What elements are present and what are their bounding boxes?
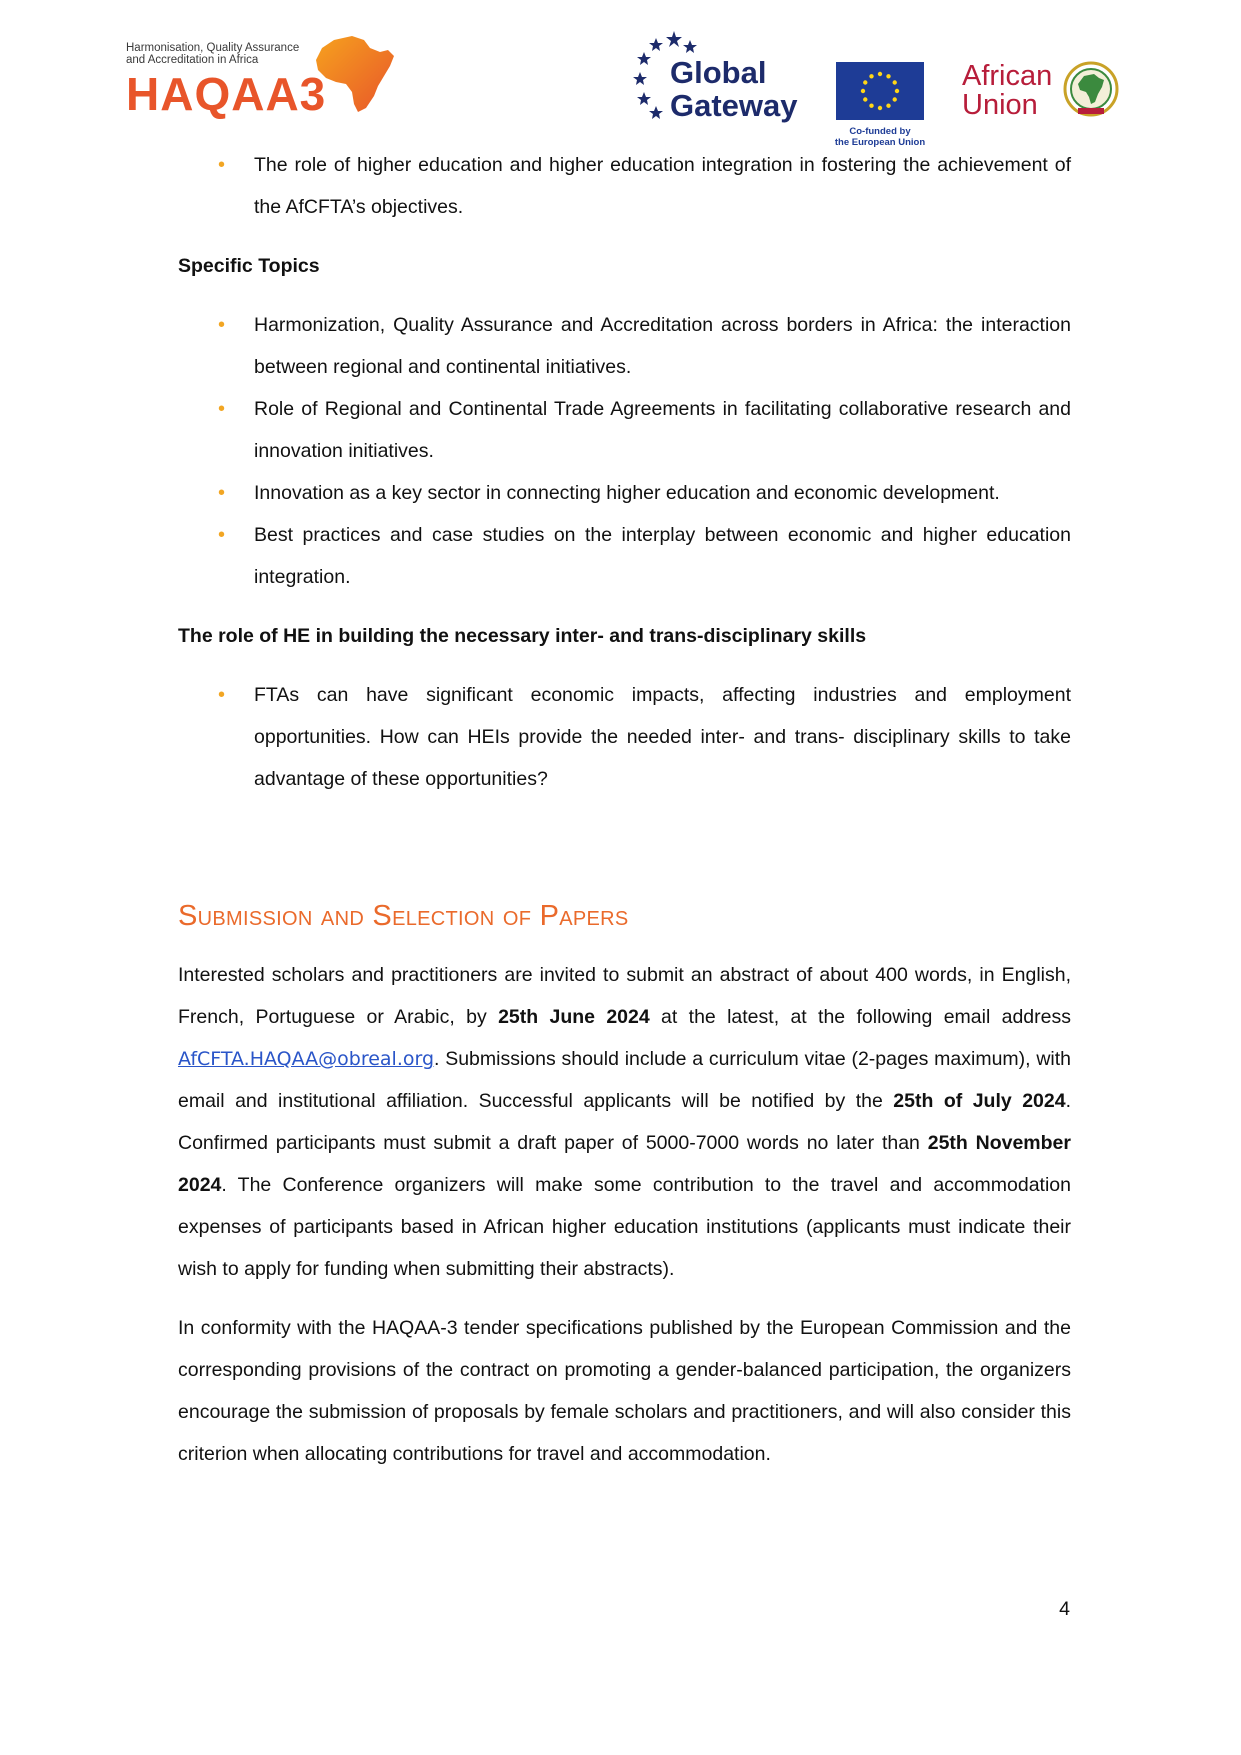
eu-star-icon (893, 80, 897, 84)
eu-star-icon (895, 89, 899, 93)
haqaa-subtitle: Harmonisation, Quality Assurance and Accreditation in Africa (126, 42, 300, 66)
section-title-submission: Submission and Selection of Papers (178, 900, 629, 932)
bullet-icon: • (218, 398, 226, 420)
page-number: 4 (1059, 1598, 1070, 1620)
eu-star-icon (886, 104, 890, 108)
eu-star-icon (869, 74, 873, 78)
african-union-logo (962, 60, 1122, 124)
bullet-icon: • (218, 524, 226, 546)
eu-star-icon (886, 74, 890, 78)
au-emblem-icon (1062, 60, 1120, 118)
eu-cofunded-text: Co-funded by the European Union (834, 126, 926, 148)
section-heading-specific-topics: Specific Topics (178, 255, 320, 277)
eu-star-icon (893, 97, 897, 101)
eu-star-icon (863, 97, 867, 101)
abstract-deadline: 25th June 2024 (498, 1006, 650, 1028)
eu-star-icon (878, 106, 882, 110)
notification-date: 25th of July 2024 (893, 1090, 1066, 1112)
global-gateway-text: Global Gateway (670, 55, 798, 123)
global-gateway-logo (632, 28, 812, 128)
submission-email-link[interactable]: AfCFTA.HAQAA@obreal.org (178, 1048, 435, 1070)
bullet-icon: • (218, 684, 226, 706)
submission-paragraph-2: In conformity with the HAQAA-3 tender specifications published by the European Commission and the corresponding provisions of the contract on promoting a gender-balanced participation, the organizers encourage the submission of proposals by female scholars and practitioners, and will also consider this criterion when allocating contributions for travel and accommodation. (178, 1317, 1071, 1465)
eu-star-icon (878, 72, 882, 76)
eu-star-icon (863, 80, 867, 84)
haqaa-logo (126, 34, 396, 120)
eu-cofunded-logo (836, 62, 926, 150)
haqaa-wordmark: HAQAA3 (126, 68, 327, 120)
document-body (178, 144, 1071, 1475)
eu-star-icon (869, 104, 873, 108)
bullet-icon: • (218, 482, 226, 504)
eu-star-icon (861, 89, 865, 93)
africa-map-icon (304, 34, 404, 116)
paper-deadline: 25th November 2024 (178, 1132, 1071, 1196)
bullet-icon: • (218, 154, 226, 176)
list-item: • FTAs can have significant economic impacts, affecting industries and employment opportunities. How can HEIs provide the needed inter- and trans- disciplinary skills to take advantage of these opportunities? (178, 674, 1071, 800)
list-item: • The role of higher education and higher education integration in fostering the achievement of the AfCFTA’s objectives. (178, 144, 1071, 228)
list-item: • Role of Regional and Continental Trade Agreements in facilitating collaborative research and innovation initiatives. (178, 388, 1071, 472)
bullet-icon: • (218, 314, 226, 336)
list-item: • Harmonization, Quality Assurance and Accreditation across borders in Africa: the interaction between regional and continental initiatives. (178, 304, 1071, 388)
list-item: • Innovation as a key sector in connecting higher education and economic development. (178, 472, 1071, 514)
list-item: • Best practices and case studies on the interplay between economic and higher education integration. (178, 514, 1071, 598)
african-union-text: African Union (962, 60, 1053, 121)
section-heading-skills: The role of HE in building the necessary inter- and trans-disciplinary skills (178, 625, 867, 647)
submission-paragraph-1: Interested scholars and practitioners are invited to submit an abstract of about 400 words, in English, French, Portuguese or Arabic, by 25th June 2024 at the latest, at the following email address AfCFTA.HAQAA@obreal.org. Submissions should include a curriculum vitae (2-pages maximum), with email and institutional affiliation. Successful applicants will be notified by the 25th of July 2024. Confirmed participants must submit a draft paper of 5000-7000 words no later than 25th November 2024. The Conference organizers will make some contribution to the travel and accommodation expenses of participants based in African higher education institutions (applicants must indicate their wish to apply for funding when submitting their abstracts). (178, 964, 1071, 1280)
eu-flag-icon (836, 62, 924, 120)
